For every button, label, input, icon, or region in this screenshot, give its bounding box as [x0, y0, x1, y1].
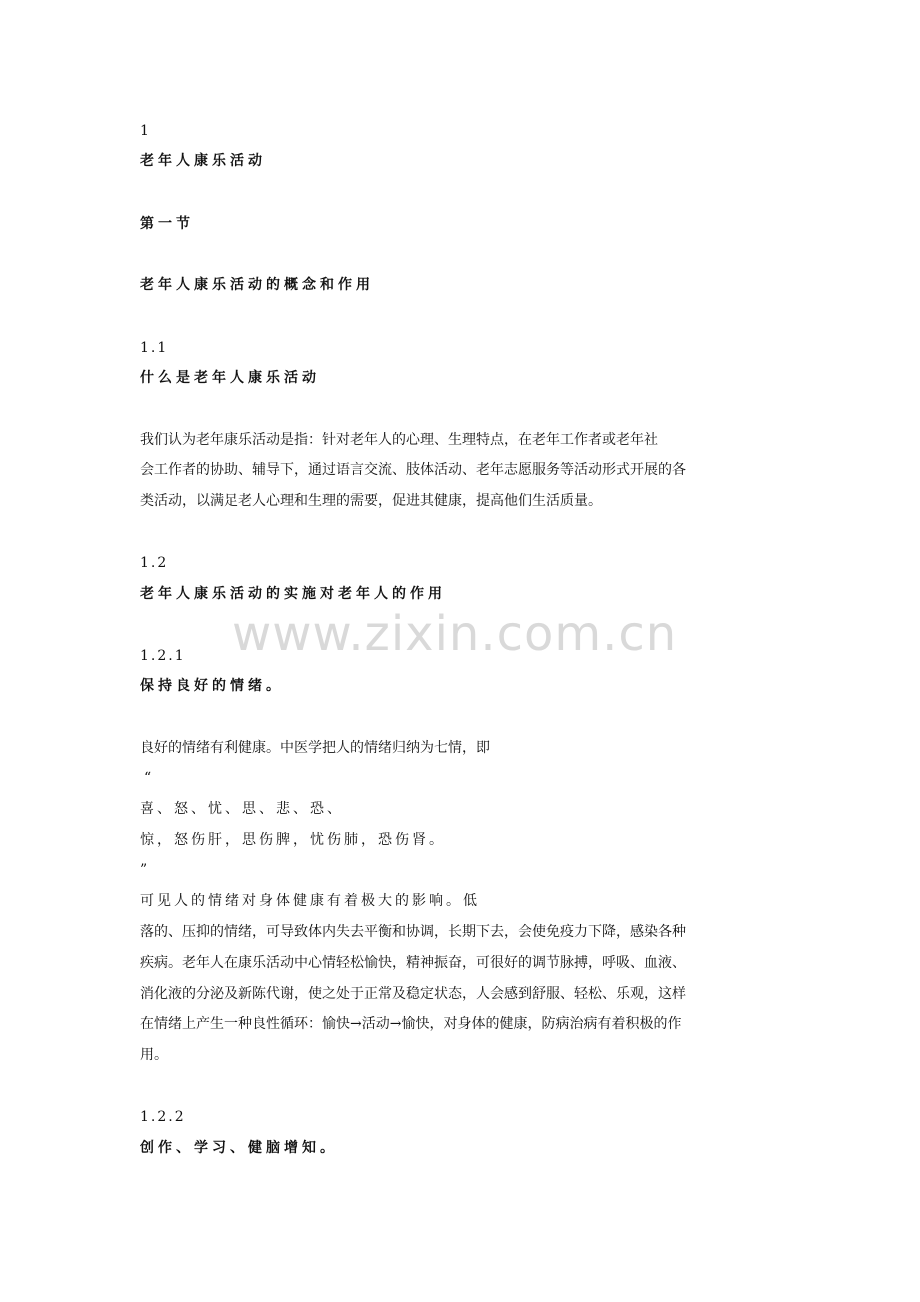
paragraph-line: 我们认为老年康乐活动是指：针对老年人的心理、生理特点，在老年工作者或老年社 — [140, 432, 658, 448]
section-1-2-2-number: 1.2.2 — [140, 1109, 186, 1125]
paragraph-line: 可见人的情绪对身体健康有着极大的影响。低 — [140, 893, 480, 909]
paragraph-line: 良好的情绪有利健康。中医学把人的情绪归纳为七情，即 — [140, 740, 490, 756]
watermark: www.zixin.com.cn — [232, 606, 678, 662]
paragraph-line: 消化液的分泌及新陈代谢，使之处于正常及稳定状态，人会感到舒服、轻松、乐观，这样 — [140, 986, 686, 1002]
section-1-1-number: 1.1 — [140, 340, 169, 356]
section-1-2-2-title: 创作、学习、健脑增知。 — [140, 1140, 338, 1156]
paragraph-line: 类活动，以满足老人心理和生理的需要，促进其健康，提高他们生活质量。 — [140, 493, 602, 509]
section-1-2-title: 老年人康乐活动的实施对老年人的作用 — [140, 586, 446, 602]
paragraph-line: 疾病。老年人在康乐活动中心情轻松愉快，精神振奋，可很好的调节脉搏，呼吸、血液、 — [140, 955, 686, 971]
paragraph-line: 用。 — [140, 1047, 168, 1063]
section-1-2-1-number: 1.2.1 — [140, 648, 186, 664]
paragraph-line: 喜、怒、忧、思、悲、恐、 — [140, 801, 344, 817]
page-number: 1 — [140, 123, 151, 139]
paragraph-line: 在情绪上产生一种良性循环：愉快→活动→愉快，对身体的健康，防病治病有着积极的作 — [140, 1016, 682, 1032]
section-1-2-1-title: 保持良好的情绪。 — [140, 678, 284, 694]
paragraph-line: 落的、压抑的情绪，可导致体内失去平衡和协调，长期下去，会使免疫力下降，感染各种 — [140, 924, 686, 940]
close-quote: ” — [140, 862, 148, 878]
section-1-2-number: 1.2 — [140, 555, 169, 571]
open-quote: “ — [144, 770, 152, 786]
section-label: 第一节 — [140, 216, 194, 232]
paragraph-line: 惊，怒伤肝，思伤脾，忧伤肺，恐伤肾。 — [140, 832, 446, 848]
chapter-title: 老年人康乐活动 — [140, 153, 266, 169]
section-1-1-title: 什么是老年人康乐活动 — [140, 370, 320, 386]
paragraph-line: 会工作者的协助、辅导下，通过语言交流、肢体活动、老年志愿服务等活动形式开展的各 — [140, 462, 686, 478]
section-title: 老年人康乐活动的概念和作用 — [140, 277, 374, 293]
